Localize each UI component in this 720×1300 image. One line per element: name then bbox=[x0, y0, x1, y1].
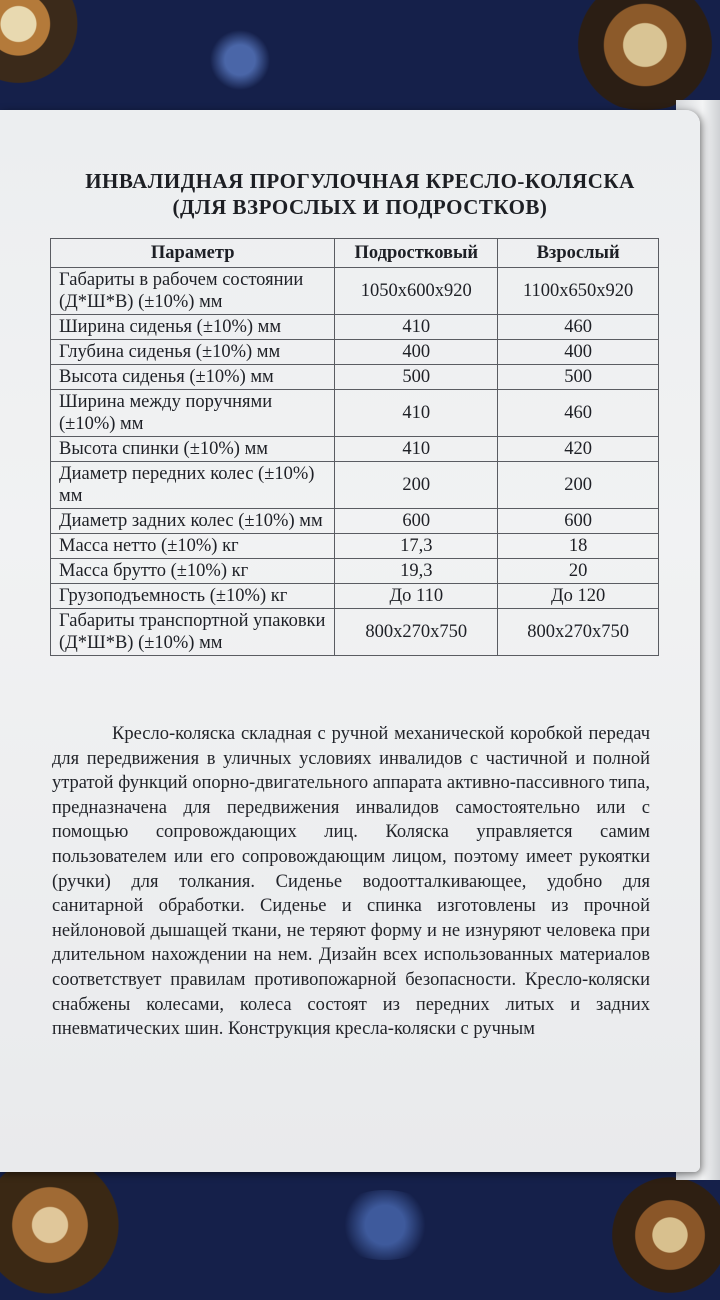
teen-value-cell: 800x270x750 bbox=[335, 609, 498, 656]
table-row bbox=[51, 315, 659, 340]
table-row bbox=[51, 609, 659, 656]
adult-value-cell: 200 bbox=[498, 462, 659, 509]
header-adult: Взрослый bbox=[498, 239, 659, 268]
teen-value-cell: 500 bbox=[335, 365, 498, 390]
parameter-cell: Ширина сиденья (±10%) мм bbox=[51, 315, 335, 340]
background-flower bbox=[330, 1190, 440, 1260]
teen-value-cell: 200 bbox=[335, 462, 498, 509]
parameter-cell: Ширина между поручнями (±10%) мм bbox=[51, 390, 335, 437]
title-line-2: (ДЛЯ ВЗРОСЛЫХ И ПОДРОСТКОВ) bbox=[172, 195, 548, 219]
table-row bbox=[51, 559, 659, 584]
description-paragraph: Кресло-коляска складная с ручной механической коробкой передач для передвижения в уличных условиях инвалидов с частичной и полной утратой функций опорно-двигательного аппарата активно-пассивного типа, предназначена для передвижения инвалидов самостоятельно или с помощью сопровождающих лиц. Коляска управляется самим пользователем или его сопровождающим лицом, поэтому имеет рукоятки (ручки) для толкания. Сиденье водоотталкивающее, удобно для санитарной обработки. Сиденье и спинка изготовлены из прочной нейлоновой дышащей ткани, не теряют форму и не изнуряют человека при длительном нахождении на нем. Дизайн всех использованных материалов соответствует правилам противопожарной безопасности. Кресло-коляски снабжены колесами, колеса состоят из передних литых и задних пневматических шин. Конструкция кресла-коляски с ручным bbox=[52, 724, 650, 1040]
parameter-cell: Диаметр задних колес (±10%) мм bbox=[51, 509, 335, 534]
adult-value-cell: 20 bbox=[498, 559, 659, 584]
parameter-cell: Высота спинки (±10%) мм bbox=[51, 437, 335, 462]
teen-value-cell: До 110 bbox=[335, 584, 498, 609]
adult-value-cell: 400 bbox=[498, 340, 659, 365]
header-parameter: Параметр bbox=[51, 239, 335, 268]
table-row bbox=[51, 534, 659, 559]
teen-value-cell: 410 bbox=[335, 315, 498, 340]
table-row bbox=[51, 437, 659, 462]
adult-value-cell: 600 bbox=[498, 509, 659, 534]
table-row bbox=[51, 509, 659, 534]
parameter-cell: Диаметр передних колес (±10%) мм bbox=[51, 462, 335, 509]
teen-value-cell: 400 bbox=[335, 340, 498, 365]
parameter-cell: Высота сиденья (±10%) мм bbox=[51, 365, 335, 390]
adult-value-cell: 420 bbox=[498, 437, 659, 462]
teen-value-cell: 410 bbox=[335, 437, 498, 462]
document-page bbox=[0, 110, 700, 1172]
teen-value-cell: 19,3 bbox=[335, 559, 498, 584]
table-row bbox=[51, 584, 659, 609]
background-flower bbox=[600, 1170, 720, 1300]
background-flower bbox=[0, 1150, 130, 1300]
background-flower bbox=[560, 0, 720, 110]
adult-value-cell: 18 bbox=[498, 534, 659, 559]
background-flower bbox=[200, 30, 280, 90]
parameter-cell: Грузоподъемность (±10%) кг bbox=[51, 584, 335, 609]
specification-table bbox=[50, 238, 659, 656]
table-row bbox=[51, 365, 659, 390]
table-header-row bbox=[51, 239, 659, 268]
table-row bbox=[51, 462, 659, 509]
table-row bbox=[51, 268, 659, 315]
teen-value-cell: 600 bbox=[335, 509, 498, 534]
title-line-1: ИНВАЛИДНАЯ ПРОГУЛОЧНАЯ КРЕСЛО-КОЛЯСКА bbox=[85, 169, 635, 193]
adult-value-cell: До 120 bbox=[498, 584, 659, 609]
adult-value-cell: 500 bbox=[498, 365, 659, 390]
table-row bbox=[51, 340, 659, 365]
teen-value-cell: 17,3 bbox=[335, 534, 498, 559]
parameter-cell: Габариты транспортной упаковки (Д*Ш*В) (±10%) мм bbox=[51, 609, 335, 656]
parameter-cell: Масса брутто (±10%) кг bbox=[51, 559, 335, 584]
parameter-cell: Глубина сиденья (±10%) мм bbox=[51, 340, 335, 365]
adult-value-cell: 460 bbox=[498, 315, 659, 340]
adult-value-cell: 460 bbox=[498, 390, 659, 437]
header-teen: Подростковый bbox=[335, 239, 498, 268]
parameter-cell: Масса нетто (±10%) кг bbox=[51, 534, 335, 559]
adult-value-cell: 800x270x750 bbox=[498, 609, 659, 656]
teen-value-cell: 410 bbox=[335, 390, 498, 437]
adult-value-cell: 1100x650x920 bbox=[498, 268, 659, 315]
background-flower bbox=[0, 0, 90, 90]
document-title bbox=[40, 168, 680, 220]
teen-value-cell: 1050x600x920 bbox=[335, 268, 498, 315]
parameter-cell: Габариты в рабочем состоянии (Д*Ш*В) (±10%) мм bbox=[51, 268, 335, 315]
table-row bbox=[51, 390, 659, 437]
